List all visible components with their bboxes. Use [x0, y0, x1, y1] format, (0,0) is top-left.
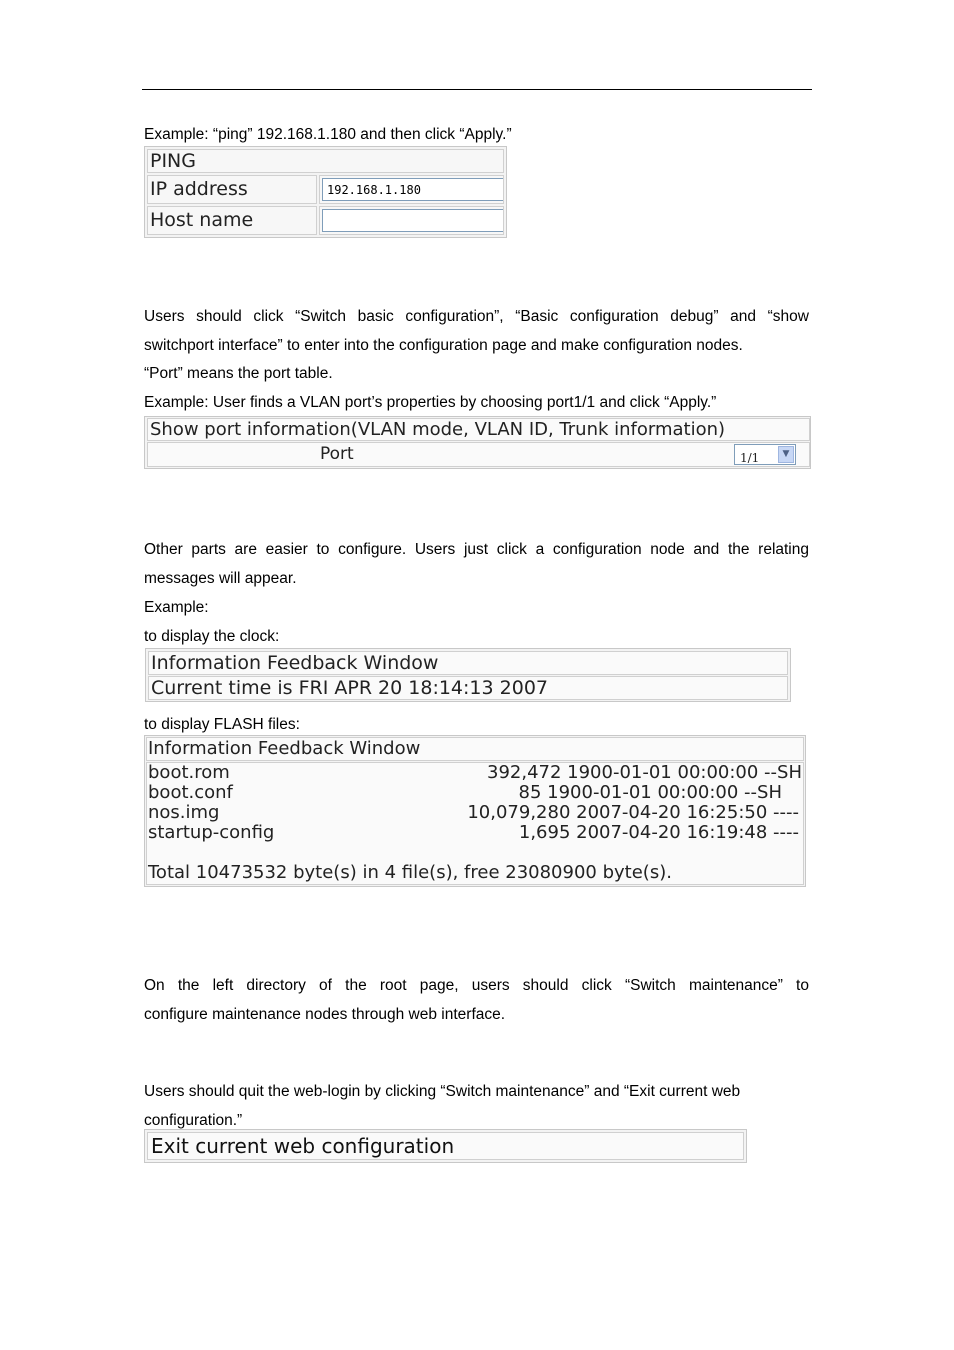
ping-title: PING — [147, 149, 504, 173]
host-name-input[interactable] — [322, 209, 504, 232]
port-para-line3: “Port” means the port table. — [144, 365, 333, 382]
maintenance-para-line1: On the left directory of the root page, users should click “Switch maintenance” to — [144, 977, 809, 994]
list-item — [148, 783, 803, 803]
file-info: 1,695 2007-04-20 16:19:48 ---- — [518, 822, 799, 843]
flash-panel — [144, 735, 806, 887]
port-panel-title: Show port information(VLAN mode, VLAN ID, Trunk information) — [147, 418, 810, 441]
exit-para-line2: configuration.” — [144, 1112, 243, 1129]
ip-address-label: IP address — [147, 175, 317, 204]
exit-web-configuration-link[interactable]: Exit current web configuration — [147, 1132, 744, 1160]
ping-example-text: Example: “ping” 192.168.1.180 and then click “Apply.” — [144, 126, 512, 143]
file-name: boot.rom — [148, 762, 230, 783]
ip-address-input[interactable] — [322, 178, 504, 201]
flash-caption: to display FLASH files: — [144, 716, 300, 733]
port-label: Port — [320, 444, 354, 464]
file-name: startup-config — [148, 822, 275, 843]
file-name: nos.img — [148, 802, 220, 823]
flash-file-list — [146, 762, 804, 885]
list-item — [148, 803, 803, 823]
exit-panel — [144, 1129, 747, 1163]
list-item — [148, 763, 803, 783]
port-panel — [144, 416, 811, 469]
port-row — [147, 442, 810, 467]
other-para-line1: Other parts are easier to configure. Users just click a configuration node and the relating — [144, 541, 809, 558]
flash-total: Total 10473532 byte(s) in 4 file(s), free 23080900 byte(s). — [148, 862, 672, 883]
port-para-line1: Users should click “Switch basic configuration”, “Basic configuration debug” and “show — [144, 308, 809, 325]
port-select[interactable] — [734, 444, 796, 465]
file-info: 10,079,280 2007-04-20 16:25:50 ---- — [467, 802, 799, 823]
chevron-down-icon[interactable]: ▼ — [778, 446, 794, 463]
exit-para-line1: Users should quit the web-login by clicking “Switch maintenance” and “Exit current web — [144, 1083, 741, 1100]
clock-caption: to display the clock: — [144, 628, 280, 645]
clock-message: Current time is FRI APR 20 18:14:13 2007 — [148, 676, 788, 700]
list-item — [148, 823, 803, 843]
port-para-line4: Example: User finds a VLAN port’s properties by choosing port1/1 and click “Apply.” — [144, 394, 717, 411]
flash-panel-title: Information Feedback Window — [146, 737, 804, 761]
maintenance-para-line2: configure maintenance nodes through web interface. — [144, 1006, 506, 1023]
clock-panel — [145, 648, 791, 702]
file-name: boot.conf — [148, 782, 233, 803]
file-info: 85 1900-01-01 00:00:00 --SH — [518, 782, 782, 803]
other-para-line2: messages will appear. — [144, 570, 297, 587]
header-rule — [142, 89, 812, 90]
example-label: Example: — [144, 599, 209, 616]
host-name-cell — [319, 206, 504, 235]
ip-address-cell — [319, 175, 504, 204]
ping-panel — [144, 146, 507, 238]
clock-panel-title: Information Feedback Window — [148, 651, 788, 675]
port-para-line2: switchport interface” to enter into the configuration page and make configuration nodes. — [144, 337, 743, 354]
file-info: 392,472 1900-01-01 00:00:00 --SH — [487, 762, 802, 783]
port-select-value: 1/1 — [740, 451, 760, 465]
host-name-label: Host name — [147, 206, 317, 235]
